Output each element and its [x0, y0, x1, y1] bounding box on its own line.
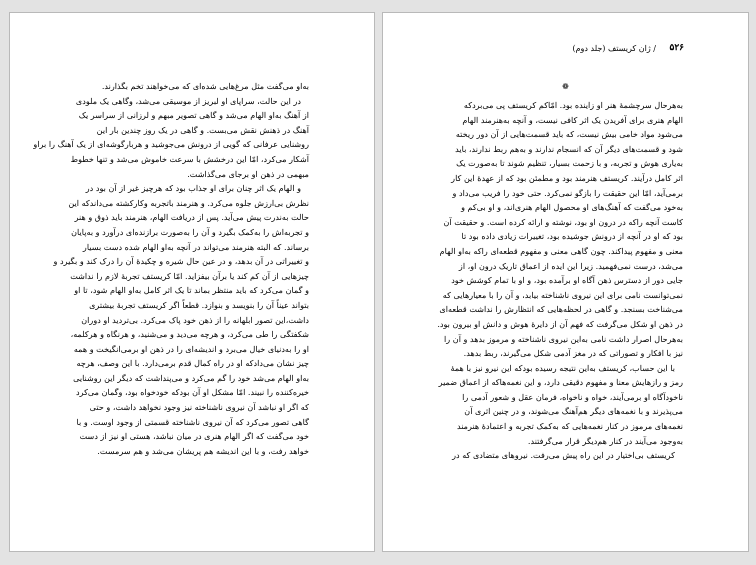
text-line: مبهمی در ذهن او برجای می‌گذاشت.	[187, 168, 309, 179]
page-header	[383, 43, 748, 57]
text-line: گاهی تصور می‌کرد که آن نیروی ناشناخته قسمتی از وجود اوست. و با	[76, 416, 309, 427]
text-line: آهنگ در ذهنش نقش می‌بست. و گاهی در یک روز چندین بار این	[96, 124, 309, 135]
text-line: نیز با افکار و تصوراتی که در مغز آدمی شکل می‌گیرند، ربط بدهد.	[463, 348, 683, 359]
text-line: شود و قسمت‌های دیگر آن که انسجام ندارند و به‌هم ربط ندارند، باید	[455, 143, 683, 154]
text-line: که اگر او نباشد آن نیروی ناشناخته نیز وجود نخواهد داشت، و حتی	[89, 402, 309, 413]
page-number: ۵۲۶	[669, 43, 684, 53]
text-line: با این حساب، کریستف به‌این نتیجه رسیده بودکه این نیرو نیز با همهٔ	[450, 362, 675, 373]
text-line: خیره‌کننده را نبیند. امّا مشکل او آن بودکه خودخواه بود، وگمان می‌کرد	[76, 387, 309, 398]
text-line: می‌پذیرند و با نغمه‌های دیگر هم‌آهنگ می‌شوند، و در چنین اثری آن	[464, 406, 683, 417]
text-line: خود می‌گفت که اگر الهام هنری در میان نباشد، هستی او نیز از دست	[79, 431, 309, 442]
text-line: خواهد رفت، و با این اندیشه هم پریشان می‌شد و هم سرمست.	[97, 445, 309, 456]
text-line: و تغییراتی در آن بدهد، و در عین حال شیره و چکیدهٔ آن را درک کند و بگیرد و	[53, 256, 309, 267]
text-line: می‌شناخت بسنجد. و گاهی در لحظه‌هایی که انتظارش را نداشت قطعه‌ای	[439, 304, 683, 315]
right-page	[382, 12, 749, 552]
text-line: الهام هنری برای آفریدن یک اثر کافی نیست، و آنچه به‌هنرمند الهام	[462, 114, 683, 125]
header-separator: /	[653, 44, 656, 53]
text-line: چیز نشان می‌دادکه او در راه کمال قدم برمی‌دارد. با این وصف، هرچه	[76, 358, 309, 369]
text-line: و الهام یک اثر چنان برای او جذاب بود که هرچیز غیر از آن بود در	[85, 183, 301, 194]
text-line: برساند. که البته هنرمند می‌تواند در آنچه به‌او الهام شده دست بسیار	[82, 241, 309, 252]
text-line: در ذهن او شکل می‌گرفت که فهم آن از دایرهٔ هوش و دانش او بیرون بود.	[437, 318, 683, 329]
text-line: داشت،این تصور ابلهانه را از ذهن خود پاک می‌کرد. بی‌تردید او دوران	[81, 314, 309, 325]
text-line: در این حالت، سراپای او لبریز از موسیقی می‌شد، وگاهی یک ملودی	[75, 95, 301, 106]
text-line: می‌شود مواد خامی بیش نیست، که باید قسمت‌هایی از آن دور ریخته	[455, 129, 683, 140]
text-line: به‌او الهام می‌شد خود را گم می‌کرد و می‌پنداشت که دیگر این روشنایی	[73, 372, 309, 383]
text-line: روشنایی عرفانی که گویی از درونش می‌جوشید و هربارگوشه‌ای از یک آهنگ را براو	[33, 139, 309, 150]
text-line: و تجربه‌اش را به‌کمک بگیرد و آن را به‌صورت برازنده‌ای درآورد و به‌پایان	[71, 226, 309, 237]
text-line: اثر کامل درآیند. کریستف هنرمند بود و مطمئن بود که از عهدهٔ این کار	[451, 172, 683, 183]
text-line: جایی دور از دسترس ذهن آگاه او برآمده بود، و او با تمام کوشش خود	[451, 275, 683, 286]
right-page-body	[383, 98, 748, 463]
text-line: بود که او در آنچه از درونش جوشیده بود، تغییرات زیادی داده بود تا	[461, 231, 683, 242]
text-line: بتواند عیناً آن را بنویسد و بنوازد. قطعاً اگر کریستف تجربهٔ بیشتری	[89, 299, 309, 310]
text-line: نغمه‌های مرموز در کنار نغمه‌هایی که به‌کمک تجربه و اعتمادهٔ هنرمند	[456, 421, 683, 432]
text-line: نظرش بی‌ارزش جلوه می‌کرد. و هنرمند باتجربه وکارکشته می‌داندکه این	[68, 197, 309, 208]
text-line: به‌یاری هوش و تجربه، و با زحمت بسیار، تنظیم شوند تا به‌صورت یک	[456, 158, 683, 169]
text-line: چیزهایی از آن کم کند یا برآن بیفزاید. امّا کریستف تجربهٔ لازم را نداشت	[70, 270, 309, 281]
text-line: به‌او می‌گفت مثل مرغ‌هایی شده‌ای که می‌خواهند تخم بگذارند.	[101, 81, 309, 91]
text-line: حالت به‌ندرت پیش می‌آید. پس از دریافت الهام، هنرمند باید ذوق و هنر	[74, 212, 309, 223]
text-line: رمز و رازهایش معنا و مفهوم دقیقی دارد، و این نغمه‌هاکه از اعماق ضمیر	[438, 377, 683, 388]
text-line: برمی‌آید، امّا این حقیقت را بازگو نمی‌کرد. حتی خود را فریب می‌داد و	[452, 187, 683, 198]
text-line: آشکار می‌کرد، امّا این درخشش با سرعت خاموش می‌شد و تنها خطوط	[70, 153, 309, 164]
text-line: کریستف بی‌اختیار در این راه پیش می‌رفت. نیروهای متضادی که در	[452, 450, 675, 461]
text-line: شکفتگی را طی می‌کرد، و هرچه می‌دید و می‌شنید، و هرنگاه و هرکلمه،	[70, 329, 309, 340]
text-line: به‌هرحال سرچشمهٔ هنر او زاینده بود. امّاکم کریستف پی می‌بردکه	[463, 100, 683, 110]
running-head	[572, 44, 656, 53]
section-ornament: ❁	[562, 82, 569, 91]
text-line: به‌خود می‌گفت که آهنگ‌های او محصول الهام هنری‌اند، و او بی‌کم و	[461, 202, 683, 213]
text-line: و گمان می‌کرد که باید منتظر بماند تا یک اثر کامل به‌او الهام شود، تا او	[74, 285, 309, 296]
text-line: به‌وجود می‌آیند در کنار هم‌دیگر قرار می‌گرفتند.	[527, 435, 683, 446]
text-line: نمی‌توانست نامی برای این نیروی ناشناخته بیابد، و آن را با معیارهایی که	[442, 289, 683, 300]
text-line: معنی و مفهوم پیداکند. چون گاهی معنی و مفهوم قطعه‌ای راکه به‌او الهام	[439, 245, 683, 256]
text-line: کاست آنچه راکه در درون او بود، نوشته و ارائه کرده است. و حقیقت آن	[443, 216, 683, 227]
text-line: ناخودآگاه او برمی‌آیند، خواه و ناخواه، فرمان عقل و شعور آدمی را	[462, 391, 683, 402]
left-page-body	[10, 79, 374, 458]
text-line: به‌هرحال اصرار داشت نامی به‌این نیروی ناشناخته و مرموز بدهد و آن را	[444, 333, 683, 344]
text-line: از آهنگ به‌او الهام می‌شد و گاهی تصویر مبهم و لرزانی از سراسر یک	[78, 110, 309, 121]
book-title: ژان کریستف (جلد دوم)	[572, 44, 651, 53]
text-line: می‌شد، درست نمی‌فهمید. زیرا این ایده از اعماق تاریک درون او، از	[458, 260, 683, 271]
left-page	[9, 12, 375, 552]
text-line: او را به‌دنیای خیال می‌برد و اندیشه‌ای را در ذهن او برمی‌انگیخت و همه	[73, 343, 309, 354]
